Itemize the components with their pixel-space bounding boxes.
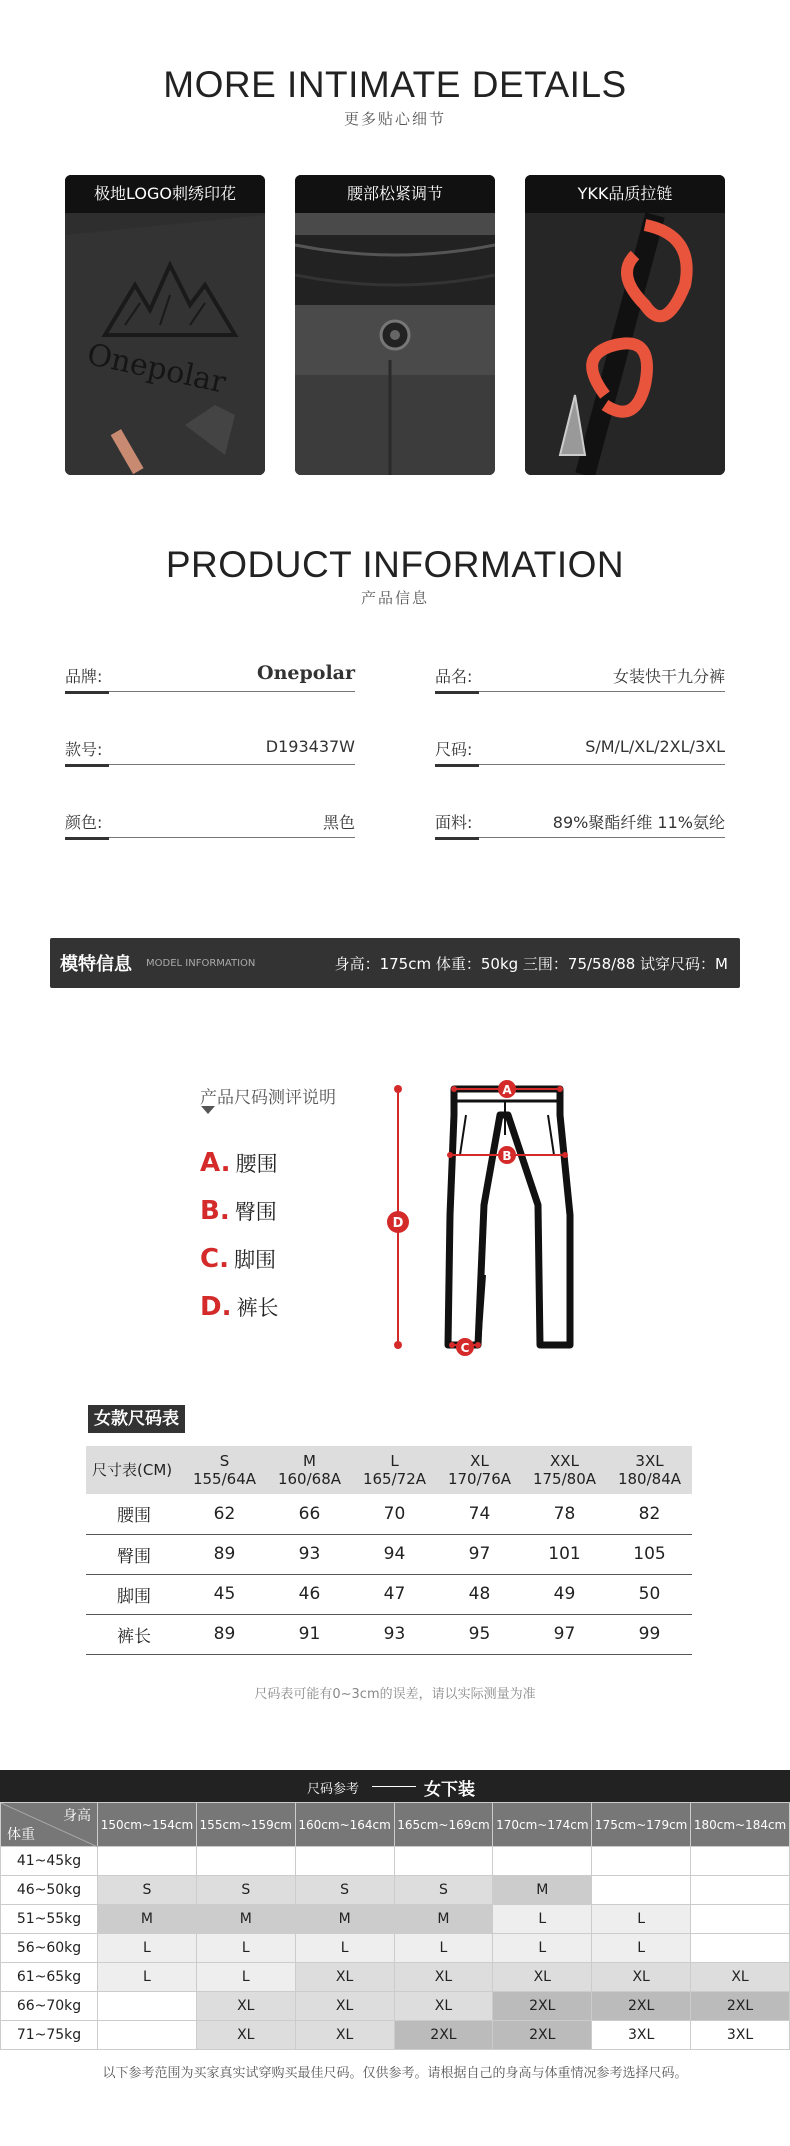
info-style: [65, 735, 355, 765]
ref-label: 尺码参考: [307, 1782, 360, 1797]
size-col-header: 3XL 180/84A: [607, 1446, 692, 1494]
ref-cell: 3XL: [691, 2021, 790, 2050]
divider: [372, 1786, 416, 1787]
logo-embroidery-image: [65, 175, 265, 475]
ref-cell: 3XL: [592, 2021, 691, 2050]
ref-cell: [493, 1847, 592, 1876]
ref-cell: S: [98, 1876, 197, 1905]
ref-cell: L: [196, 1963, 295, 1992]
product-subtitle: 产品信息: [360, 589, 429, 607]
ref-weight-label: 51~55kg: [1, 1905, 98, 1934]
ref-weight-label: 61~65kg: [1, 1963, 98, 1992]
measure-item: A. 腰围: [200, 1148, 278, 1178]
diagram-label-d: D: [392, 1216, 404, 1231]
ref-weight-label: 66~70kg: [1, 1992, 98, 2021]
model-title-en: MODEL INFORMATION: [146, 958, 256, 969]
ref-cell: L: [98, 1963, 197, 1992]
ref-cell: 2XL: [493, 2021, 592, 2050]
info-key: 尺码:: [435, 740, 473, 759]
ref-cell: M: [98, 1905, 197, 1934]
pants-diagram: [380, 1075, 590, 1365]
ref-cell: L: [592, 1905, 691, 1934]
info-color: [65, 808, 355, 838]
ref-cell: M: [394, 1905, 493, 1934]
ref-cell: [691, 1847, 790, 1876]
model-title: 模特信息: [60, 954, 132, 975]
ref-cell: [196, 1847, 295, 1876]
detail-card-label: YKK品质拉链: [525, 175, 725, 213]
caret-down-icon: [201, 1106, 215, 1114]
size-col-header: M 160/68A: [267, 1446, 352, 1494]
ref-cell: L: [196, 1934, 295, 1963]
info-value: S/M/L/XL/2XL/3XL: [585, 737, 725, 756]
product-title: PRODUCT INFORMATION: [165, 544, 625, 585]
ref-cell: L: [493, 1905, 592, 1934]
diagram-label-a: A: [502, 1083, 512, 1097]
ref-cell: [691, 1934, 790, 1963]
info-value: 女装快干九分裤: [612, 667, 725, 686]
ref-cell: M: [493, 1876, 592, 1905]
ref-cell: XL: [592, 1963, 691, 1992]
ref-table-row: [1, 1905, 790, 1934]
model-info-bar: [50, 938, 740, 988]
ref-cell: 2XL: [592, 1992, 691, 2021]
info-value: D193437W: [265, 737, 355, 756]
detail-card-logo: [65, 175, 265, 475]
ref-cell: 2XL: [394, 2021, 493, 2050]
ref-cell: S: [295, 1876, 394, 1905]
ref-table-header: 身高 体重 150cm~154cm 155cm~159cm 160cm~164cm 165cm~169cm 170cm~174cm 175cm~179cm 180cm~184cm: [1, 1803, 790, 1847]
size-table-row: 脚围 45 46 47 48 49 50: [86, 1574, 692, 1614]
diagram-label-b: B: [502, 1149, 512, 1163]
info-key: 颜色:: [65, 813, 103, 832]
info-key: 款号:: [65, 740, 103, 759]
ref-cell: [394, 1847, 493, 1876]
ref-cell: L: [592, 1934, 691, 1963]
ref-cell: M: [295, 1905, 394, 1934]
ref-weight-label: 46~50kg: [1, 1876, 98, 1905]
ref-cell: XL: [493, 1963, 592, 1992]
info-name: [435, 662, 725, 692]
ref-weight-label: 56~60kg: [1, 1934, 98, 1963]
ref-table: [0, 1802, 790, 2050]
ref-table-row: [1, 1992, 790, 2021]
ref-weight-label: 71~75kg: [1, 2021, 98, 2050]
size-table-row: 裤长 89 91 93 95 97 99: [86, 1614, 692, 1654]
ref-cell: [98, 2021, 197, 2050]
details-title: MORE INTIMATE DETAILS: [163, 64, 627, 105]
ref-table-row: [1, 1847, 790, 1876]
measure-title: 产品尺码测评说明: [200, 1088, 336, 1108]
ref-cell: XL: [295, 1992, 394, 2021]
ref-cell: L: [295, 1934, 394, 1963]
logo-text: Onepolar: [83, 337, 229, 401]
size-table: [86, 1446, 692, 1655]
ref-cell: [98, 1847, 197, 1876]
waist-adjust-image: [295, 175, 495, 475]
ref-cell: 2XL: [691, 1992, 790, 2021]
ref-cell: XL: [196, 1992, 295, 2021]
ref-cell: L: [394, 1934, 493, 1963]
brand-logo: Onepolar: [257, 662, 355, 684]
ref-cell: XL: [691, 1963, 790, 1992]
ref-cell: 2XL: [493, 1992, 592, 2021]
measure-item: B. 臀围: [200, 1196, 277, 1226]
zipper-image: [525, 175, 725, 475]
ref-table-row: [1, 1876, 790, 1905]
ref-table-row: [1, 1934, 790, 1963]
detail-card-zipper: [525, 175, 725, 475]
info-value: 89%聚酯纤维 11%氨纶: [552, 813, 725, 832]
ref-cell: L: [98, 1934, 197, 1963]
ref-note: 以下参考范围为买家真实试穿购买最佳尺码。仅供参考。请根据自己的身高与体重情况参考选择尺码。: [102, 2066, 688, 2081]
size-table-note: 尺码表可能有0~3cm的误差，请以实际测量为准: [254, 1687, 536, 1702]
info-size: [435, 735, 725, 765]
info-key: 品牌:: [65, 667, 103, 686]
size-table-corner: 尺寸表(CM): [86, 1446, 182, 1494]
ref-cell: [592, 1847, 691, 1876]
info-value: 黑色: [322, 813, 355, 832]
ref-weight-label: 41~45kg: [1, 1847, 98, 1876]
ref-cell: [691, 1905, 790, 1934]
detail-card-label: 极地LOGO刺绣印花: [65, 175, 265, 213]
size-table-row: 腰围 62 66 70 74 78 82: [86, 1494, 692, 1534]
size-table-title: 女款尺码表: [88, 1405, 185, 1433]
detail-card-waist: [295, 175, 495, 475]
ref-cell: S: [394, 1876, 493, 1905]
detail-card-label: 腰部松紧调节: [295, 175, 495, 213]
ref-header-bar: [0, 1770, 790, 1802]
info-key: 面料:: [435, 813, 473, 832]
ref-cell: XL: [196, 2021, 295, 2050]
ref-cell: XL: [394, 1963, 493, 1992]
ref-cell: [691, 1876, 790, 1905]
ref-cell: XL: [394, 1992, 493, 2021]
ref-cell: L: [493, 1934, 592, 1963]
ref-corner: 身高 体重: [1, 1803, 98, 1847]
ref-cell: XL: [295, 1963, 394, 1992]
info-key: 品名:: [435, 667, 473, 686]
ref-cell: [592, 1876, 691, 1905]
ref-cell: S: [196, 1876, 295, 1905]
ref-cell: M: [196, 1905, 295, 1934]
info-brand: [65, 662, 355, 692]
size-table-row: 臀围 89 93 94 97 101 105: [86, 1534, 692, 1574]
size-col-header: S 155/64A: [182, 1446, 267, 1494]
ref-table-row: [1, 1963, 790, 1992]
ref-cell: [295, 1847, 394, 1876]
ref-cell: XL: [295, 2021, 394, 2050]
measure-item: C. 脚围: [200, 1244, 277, 1274]
size-col-header: XXL 175/80A: [522, 1446, 607, 1494]
size-col-header: XL 170/76A: [437, 1446, 522, 1494]
diagram-label-c: C: [460, 1341, 470, 1355]
info-fabric: [435, 808, 725, 838]
ref-title: 女下装: [424, 1780, 475, 1800]
ref-cell: [98, 1992, 197, 2021]
ref-table-row: [1, 2021, 790, 2050]
model-details: 身高：175cm 体重：50kg 三围：75/58/88 试穿尺码：M: [334, 955, 728, 973]
measure-item: D. 裤长: [200, 1292, 279, 1322]
details-subtitle: 更多贴心细节: [343, 110, 446, 128]
size-table-header: [86, 1446, 692, 1494]
size-col-header: L 165/72A: [352, 1446, 437, 1494]
